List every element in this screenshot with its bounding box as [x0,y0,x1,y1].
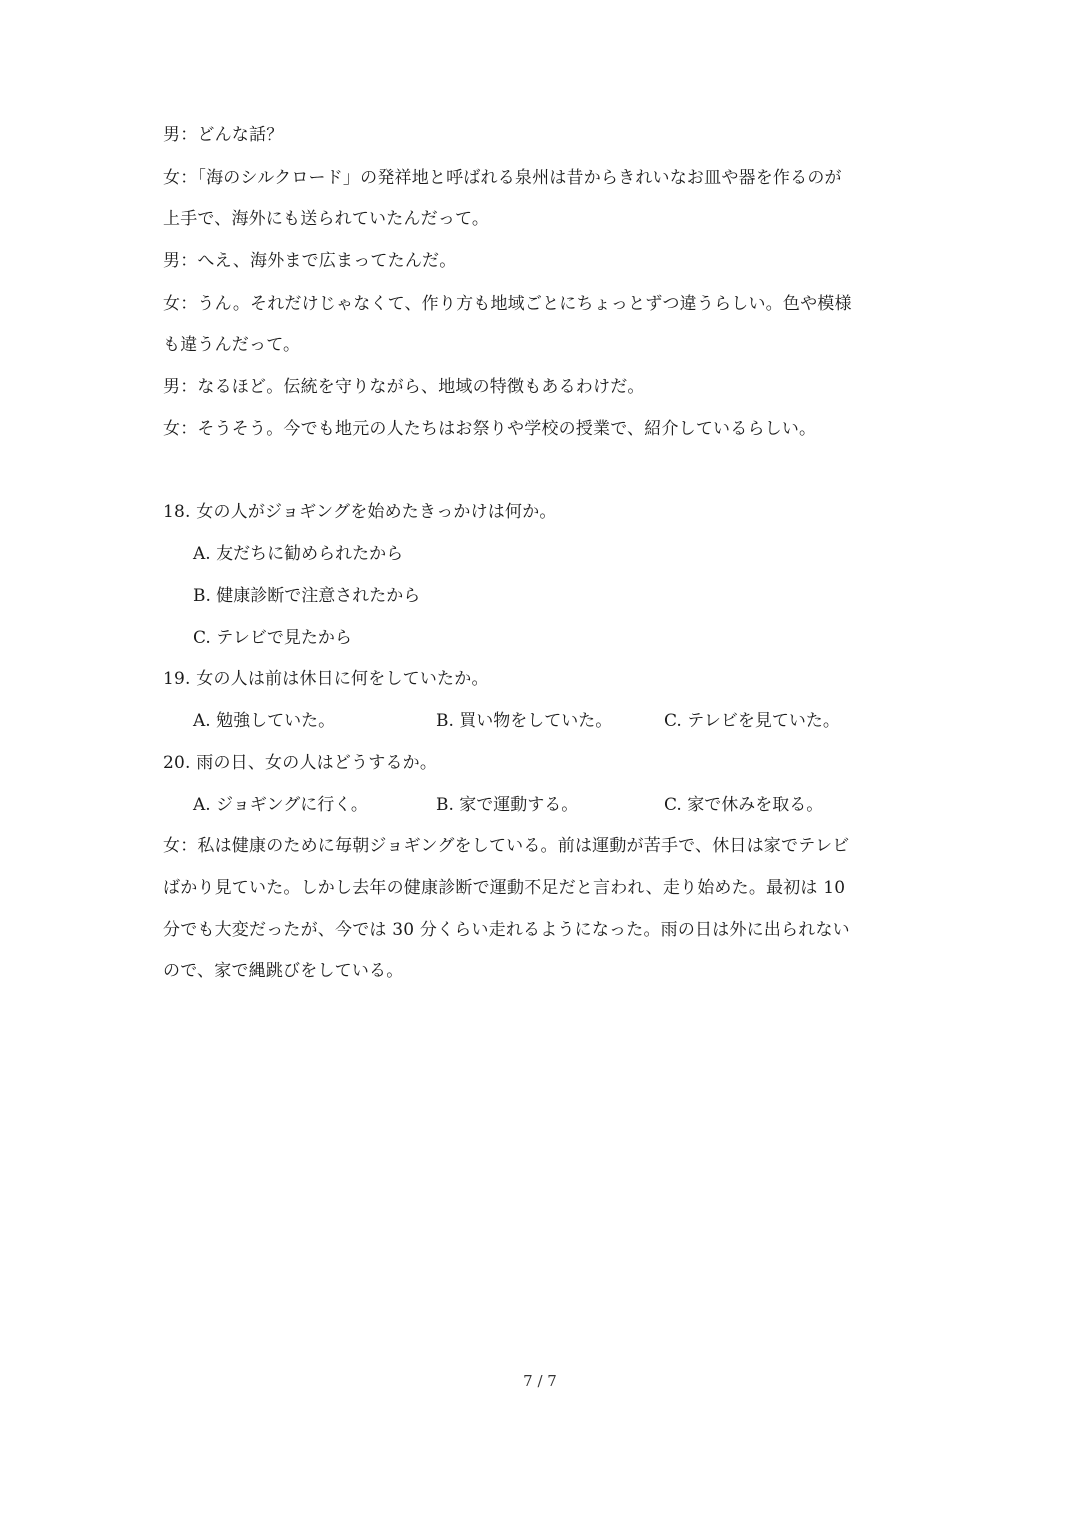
dialogue-line: 女：うん。それだけじゃなくて、作り方も地域ごとにちょっとずつ違うらしい。色や模様 [163,294,852,314]
monologue-line: ばかり見ていた。しかし去年の健康診断で運動不足だと言われ、走り始めた。最初は 10 [163,878,846,898]
q19-option-c: C. テレビを見ていた。 [664,711,840,731]
monologue-line: 分でも大変だったが、今では 30 分くらい走れるようになった。雨の日は外に出られない [163,920,850,940]
q20-option-a: A. ジョギングに行く。 [193,795,368,815]
q18-option-b: B. 健康診断で注意されたから [193,586,421,606]
dialogue-line: 男：なるほど。伝統を守りながら、地域の特徴もあるわけだ。 [163,377,645,397]
q20-option-b: B. 家で運動する。 [436,795,579,815]
q18-option-a: A. 友だちに勧められたから [193,544,404,564]
dialogue-line: 上手で、海外にも送られていたんだって。 [163,209,490,229]
q18-option-c: C. テレビで見たから [193,628,352,648]
q19-option-a: A. 勉強していた。 [193,711,336,731]
q19-option-b: B. 買い物をしていた。 [436,711,613,731]
dialogue-line: 男：どんな話？ [163,125,284,145]
dialogue-line: 男：へえ、海外まで広まってたんだ。 [163,251,457,271]
dialogue-line: 女：そうそう。今でも地元の人たちはお祭りや学校の授業で、紹介しているらしい。 [163,419,817,439]
monologue-line: 女：私は健康のために毎朝ジョギングをしている。前は運動が苦手で、休日は家でテレビ [163,836,850,856]
monologue-line: ので、家で縄跳びをしている。 [163,961,404,981]
dialogue-line: も違うんだって。 [163,335,301,355]
question-20: 20. 雨の日、女の人はどうするか。 [163,753,438,773]
page-number: 7 / 7 [523,1372,557,1390]
question-19: 19. 女の人は前は休日に何をしていたか。 [163,669,489,689]
q20-option-c: C. 家で休みを取る。 [664,795,824,815]
question-18: 18. 女の人がジョギングを始めたきっかけは何か。 [163,502,557,522]
dialogue-line: 女：「海のシルクロード」の発祥地と呼ばれる泉州は昔からきれいなお皿や器を作るのが [163,168,842,188]
